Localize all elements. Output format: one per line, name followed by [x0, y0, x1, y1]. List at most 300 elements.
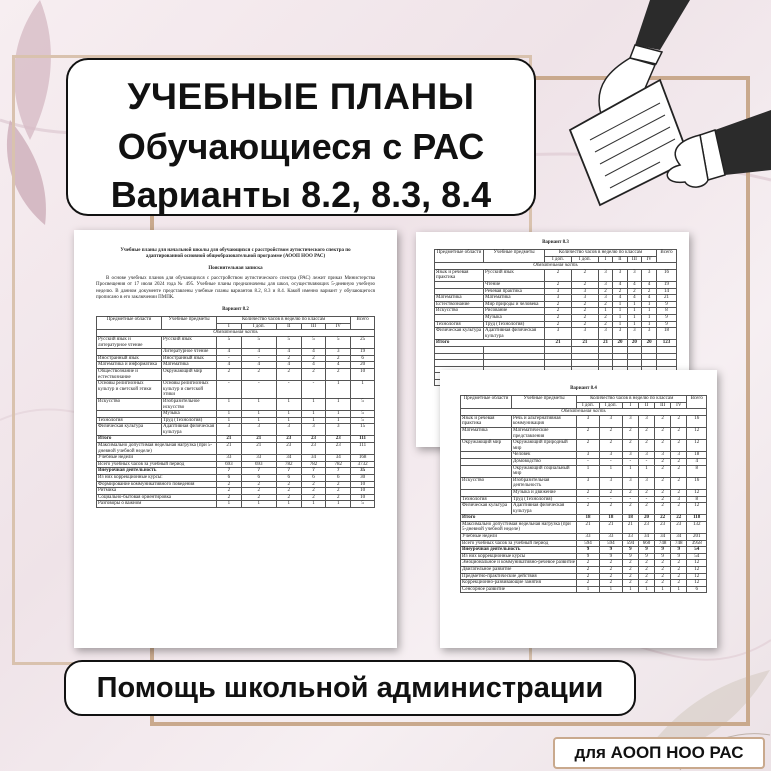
hours-cell: 9 [657, 314, 677, 321]
section-row [435, 263, 677, 270]
hours-cell: 1 [241, 411, 276, 418]
hours-cell: 3 [671, 452, 687, 459]
total-value-cell: 782 [301, 461, 326, 468]
total-value-cell: 2 [599, 560, 622, 567]
hours-cell: 3 [326, 424, 351, 436]
total-value-cell: 2 [655, 560, 671, 567]
subject-area-cell [435, 281, 484, 288]
subject-cell: Рисование [484, 308, 545, 315]
table-row [97, 381, 375, 399]
total-value-cell: 1 [326, 501, 351, 508]
total-label-cell: Учебные недели [97, 455, 217, 462]
table-row [435, 321, 677, 328]
total-label-cell: Внеурочная деятельность [461, 547, 577, 554]
hours-cell: 20 [351, 362, 375, 369]
total-value-cell: 2 [638, 573, 654, 580]
hours-cell: 1 [217, 411, 242, 418]
hours-cell: 16 [687, 415, 707, 427]
hours-cell: 5 [276, 336, 301, 348]
total-value-cell: 748 [655, 540, 671, 547]
empty-cell [545, 346, 572, 353]
total-value-cell: 23 [638, 521, 654, 533]
empty-row [435, 353, 677, 360]
doc2-plan-table [434, 249, 677, 386]
empty-cell [484, 346, 545, 353]
hours-cell: 2 [598, 314, 612, 321]
total-value-cell: 21 [599, 521, 622, 533]
total-value-cell: 748 [671, 540, 687, 547]
hours-cell: 2 [301, 368, 326, 380]
hours-cell: 12 [687, 427, 707, 439]
total-label-cell: Предметно-практические действия [461, 573, 577, 580]
table-row [461, 440, 707, 452]
total-value-cell: 2 [577, 560, 600, 567]
doc3-head-col: IV [671, 402, 687, 409]
hours-cell: - [276, 381, 301, 399]
hours-cell: 3 [301, 424, 326, 436]
total-value-cell: 2 [301, 481, 326, 488]
hours-cell: 1 [326, 398, 351, 410]
doc2-section-label: Обязательная часть [435, 263, 677, 270]
total-value-cell: 7 [326, 468, 351, 475]
total-label-cell: Двигательное развитие [461, 567, 577, 574]
subject-area-cell: Искусство [435, 308, 484, 315]
doc1-plan-title: Вариант 8.2 [222, 307, 249, 313]
total-value-cell: 34 [301, 455, 326, 462]
hours-cell: 3 [627, 328, 641, 340]
total-value-cell: 18 [622, 515, 638, 522]
empty-cell [642, 360, 657, 367]
doc1-head-col: II [276, 323, 301, 330]
hours-cell: 21 [657, 295, 677, 302]
hours-cell: 4 [642, 281, 657, 288]
doc3-head-col: I доп. [577, 402, 600, 409]
total-value-cell: 7 [301, 468, 326, 475]
hours-cell: - [638, 458, 654, 465]
subject-cell: Иностранный язык [162, 355, 217, 362]
total-value-cell: 21 [622, 521, 638, 533]
subject-area-cell: Искусство [97, 398, 162, 410]
hours-cell: 4 [301, 362, 326, 369]
subject-cell: Адаптивная физическая культура [484, 328, 545, 340]
hours-cell: 4 [217, 362, 242, 369]
total-value-cell: 594 [599, 540, 622, 547]
total-value-cell: 2 [599, 573, 622, 580]
hours-cell: 3 [638, 415, 654, 427]
total-value-cell: 2 [276, 488, 301, 495]
hours-cell: 5 [351, 411, 375, 418]
hours-cell: 3 [599, 452, 622, 459]
total-row [461, 586, 707, 593]
total-value-cell: 1 [599, 586, 622, 593]
subject-cell: Речь и альтернативная коммуникация [512, 415, 577, 427]
hours-cell: 3 [642, 269, 657, 281]
total-value-cell: 22 [671, 515, 687, 522]
table-row [461, 465, 707, 477]
table-row [97, 411, 375, 418]
table-row [435, 295, 677, 302]
total-row [97, 455, 375, 462]
total-row [435, 340, 677, 347]
hours-cell: 2 [301, 355, 326, 362]
subject-cell: Домоводство [512, 458, 577, 465]
total-value-cell: 22 [655, 515, 671, 522]
total-value-cell: 9 [622, 553, 638, 560]
empty-cell [598, 353, 612, 360]
total-label-cell: Итого [97, 436, 217, 443]
subject-cell: Изобразительная деятельность [512, 477, 577, 489]
empty-cell [484, 360, 545, 367]
hours-cell: 3 [571, 295, 598, 302]
doc2-head-col: I доп. [545, 256, 572, 263]
hours-cell: 1 [642, 308, 657, 315]
hours-cell: 1 [217, 417, 242, 424]
total-value-cell: 660 [638, 540, 654, 547]
table-row [461, 427, 707, 439]
hours-cell: 4 [627, 281, 641, 288]
total-value-cell: 9 [655, 553, 671, 560]
hours-cell: 4 [241, 362, 276, 369]
hours-cell: 3 [598, 295, 612, 302]
total-value-cell: 9 [671, 553, 687, 560]
hours-cell: 4 [276, 362, 301, 369]
hours-cell: 2 [671, 489, 687, 496]
title-line-3: Варианты 8.2, 8.3, 8.4 [110, 174, 492, 215]
hands-with-document-illustration [540, 0, 771, 230]
subject-area-cell [461, 465, 512, 477]
total-value-cell: 2 [217, 481, 242, 488]
subject-area-cell: Основы религиозных культур и светской этики [97, 381, 162, 399]
hours-cell: 3 [627, 269, 641, 281]
total-value-cell: 21 [577, 521, 600, 533]
total-value-cell: 20 [613, 340, 627, 347]
document-variant-8-2 [74, 230, 397, 648]
empty-cell [642, 346, 657, 353]
doc2-head-subj: Учебные предметы [484, 250, 545, 263]
total-value-cell: 168 [351, 455, 375, 462]
empty-cell [484, 353, 545, 360]
doc1-head-subj: Учебные предметы [162, 317, 217, 330]
total-value-cell: 6 [217, 475, 242, 482]
total-value-cell: 23 [326, 443, 351, 455]
total-label-cell: Из них коррекционные курсы [461, 553, 577, 560]
hours-cell: 2 [655, 427, 671, 439]
hours-cell: 3 [598, 269, 612, 281]
total-label-cell: Итого [435, 340, 545, 347]
total-value-cell: 23 [301, 436, 326, 443]
hours-cell: 2 [642, 288, 657, 295]
total-label-cell: Разговоры о важном [97, 501, 217, 508]
hours-cell: 1 [627, 308, 641, 315]
subject-cell: Окружающий природный мир [512, 440, 577, 452]
subject-cell: Математика [162, 362, 217, 369]
hours-cell: 2 [577, 503, 600, 515]
hours-cell: 2 [655, 440, 671, 452]
hours-cell: 2 [655, 489, 671, 496]
document-variant-8-4 [440, 370, 717, 648]
hours-cell: 5 [351, 398, 375, 410]
hours-cell: 1 [598, 308, 612, 315]
hours-cell: 1 [276, 398, 301, 410]
total-value-cell: 12 [687, 573, 707, 580]
total-value-cell: 23 [655, 521, 671, 533]
total-label-cell: Всего учебных часов за учебный период [461, 540, 577, 547]
subject-cell: Чтение [484, 281, 545, 288]
total-label-cell: Сенсорное развитие [461, 586, 577, 593]
subject-cell: Труд (Технология) [484, 321, 545, 328]
hours-cell: - [599, 458, 622, 465]
hours-cell: 2 [217, 368, 242, 380]
hours-cell: 2 [671, 503, 687, 515]
total-value-cell: 2 [622, 573, 638, 580]
total-row [461, 521, 707, 533]
hours-cell: 2 [638, 503, 654, 515]
total-value-cell: 21 [241, 436, 276, 443]
total-value-cell: 12 [687, 560, 707, 567]
subject-cell: Окружающий мир [162, 368, 217, 380]
hours-cell: 12 [687, 489, 707, 496]
total-row [97, 443, 375, 455]
hours-cell: 3 [545, 295, 572, 302]
total-value-cell: 12 [687, 580, 707, 587]
total-label-cell: Итого [461, 515, 577, 522]
hours-cell: 2 [655, 503, 671, 515]
total-label-cell: Максимально допустимая недельная нагрузка (при 5-дневной учебной неделе) [97, 443, 217, 455]
empty-cell [435, 360, 484, 367]
hours-cell: - [622, 496, 638, 503]
hours-cell: 9 [657, 321, 677, 328]
total-value-cell: 2 [599, 567, 622, 574]
table-row [97, 336, 375, 348]
total-value-cell: 10 [351, 494, 375, 501]
empty-row [435, 346, 677, 353]
total-value-cell: 2 [577, 567, 600, 574]
total-row [97, 501, 375, 508]
hours-cell: 2 [326, 355, 351, 362]
hours-cell: - [241, 381, 276, 399]
hours-cell: 2 [613, 288, 627, 295]
hours-cell: 2 [598, 288, 612, 295]
hours-cell: 1 [351, 381, 375, 399]
hours-cell: 1 [301, 411, 326, 418]
hours-cell: 3 [671, 496, 687, 503]
table-row [97, 349, 375, 356]
total-value-cell: 2 [326, 481, 351, 488]
hours-cell: 1 [613, 321, 627, 328]
hours-cell: 3 [577, 415, 600, 427]
program-badge [553, 737, 765, 769]
total-label-cell: Эмоциональное и коммуникативно-речевое развитие [462, 560, 575, 566]
total-value-cell: 9 [599, 553, 622, 560]
total-row [97, 488, 375, 495]
total-value-cell: 2 [577, 580, 600, 587]
total-value-cell: 21 [217, 436, 242, 443]
total-value-cell: 34 [638, 534, 654, 541]
hours-cell: 2 [622, 427, 638, 439]
hours-cell: 18 [657, 328, 677, 340]
total-value-cell: 30 [351, 475, 375, 482]
hours-cell: - [599, 496, 622, 503]
doc2-head-col: I [598, 256, 612, 263]
subject-cell: Труд (Технология) [512, 496, 577, 503]
table-row [435, 288, 677, 295]
hours-cell: 9 [657, 301, 677, 308]
hours-cell: 1 [241, 398, 276, 410]
hours-cell: - [638, 496, 654, 503]
hours-cell: 2 [627, 288, 641, 295]
total-value-cell: 2 [671, 560, 687, 567]
hours-cell: 2 [571, 301, 598, 308]
total-value-cell: 7 [241, 468, 276, 475]
total-row [97, 494, 375, 501]
hours-cell: 2 [671, 465, 687, 477]
doc1-head-col: I [217, 323, 242, 330]
table-row [461, 477, 707, 489]
total-value-cell: 2 [655, 567, 671, 574]
table-row [461, 452, 707, 459]
total-value-cell: 2 [671, 567, 687, 574]
hours-cell: 2 [599, 440, 622, 452]
hours-cell: 2 [571, 281, 598, 288]
total-value-cell: 9 [577, 547, 600, 554]
total-label-cell: Социально-бытовая ориентировка [97, 494, 217, 501]
subject-area-cell: Физическая культура [461, 503, 512, 515]
empty-cell [642, 353, 657, 360]
hours-cell: 2 [622, 440, 638, 452]
subject-cell: Мир природы и человека [484, 301, 545, 308]
subject-area-cell: Технология [97, 417, 162, 424]
total-value-cell: 2 [276, 481, 301, 488]
total-label-cell: Ритмика [97, 488, 217, 495]
total-row [461, 573, 707, 580]
subject-cell: Математические представления [512, 427, 577, 439]
hours-cell: 2 [599, 503, 622, 515]
total-value-cell: 23 [276, 443, 301, 455]
total-value-cell: 34 [326, 455, 351, 462]
total-row [97, 481, 375, 488]
total-row [461, 540, 707, 547]
hours-cell: 3 [613, 328, 627, 340]
doc2-head-col: II [613, 256, 627, 263]
empty-row [435, 360, 677, 367]
hours-cell: 2 [655, 465, 671, 477]
total-value-cell: 2 [638, 580, 654, 587]
doc3-plan-table [460, 395, 707, 593]
empty-cell [435, 346, 484, 353]
total-label-cell: Коррекционно-развивающие занятия [461, 580, 577, 587]
section-row [461, 409, 707, 416]
hours-cell: 6 [351, 355, 375, 362]
hours-cell: 2 [571, 308, 598, 315]
subject-area-cell: Язык и речевая практика [435, 269, 484, 281]
total-value-cell: 1 [276, 501, 301, 508]
table-row [461, 415, 707, 427]
doc2-head-col: I доп. [571, 256, 598, 263]
hours-cell: 5 [301, 336, 326, 348]
subject-cell: Литературное чтение [162, 349, 217, 356]
doc1-plan-table [96, 316, 375, 508]
badge-text: для АООП НОО РАС [574, 743, 744, 762]
empty-cell [657, 353, 677, 360]
doc3-head-col: I [622, 402, 638, 409]
subject-area-cell [435, 288, 484, 295]
subject-area-cell [435, 314, 484, 321]
total-value-cell: 2 [622, 567, 638, 574]
total-value-cell: 10 [351, 488, 375, 495]
total-row [461, 580, 707, 587]
hours-cell: 3 [545, 328, 572, 340]
empty-cell [598, 360, 612, 367]
hours-cell: 2 [671, 427, 687, 439]
subject-area-cell: Естествознание [435, 301, 484, 308]
subject-area-cell: Иностранный язык [97, 355, 162, 362]
hours-cell: 3 [622, 415, 638, 427]
total-value-cell: 1 [301, 501, 326, 508]
hours-cell: 2 [638, 427, 654, 439]
total-value-cell: 1 [655, 586, 671, 593]
subject-area-cell: Русский язык и литературное чтение [97, 336, 162, 348]
hours-cell: 1 [599, 465, 622, 477]
total-row [461, 515, 707, 522]
subject-cell: Русский язык [162, 336, 217, 348]
hours-cell: 2 [622, 503, 638, 515]
empty-cell [657, 346, 677, 353]
hours-cell: 2 [545, 269, 572, 281]
doc2-head-area: Предметные области [435, 250, 484, 263]
total-value-cell: 23 [276, 436, 301, 443]
empty-cell [657, 360, 677, 367]
subject-area-cell: Математика [435, 295, 484, 302]
subject-cell: Адаптивная физическая культура [162, 424, 217, 436]
hours-cell: 1 [627, 314, 641, 321]
hours-cell: 5 [326, 336, 351, 348]
empty-cell [545, 353, 572, 360]
hours-cell: 4 [326, 362, 351, 369]
hours-cell: - [577, 496, 600, 503]
hours-cell: 2 [599, 427, 622, 439]
hours-cell: 2 [241, 368, 276, 380]
total-value-cell: 33 [241, 455, 276, 462]
total-value-cell: 33 [217, 455, 242, 462]
subject-cell: Адаптивная физическая культура [512, 503, 577, 515]
total-value-cell: 9 [655, 547, 671, 554]
total-value-cell: 6 [276, 475, 301, 482]
hours-cell: 1 [642, 301, 657, 308]
hours-cell: 25 [351, 336, 375, 348]
empty-cell [435, 353, 484, 360]
hours-cell: 1 [627, 321, 641, 328]
subject-cell: Основы религиозных культур и светской этики [162, 381, 217, 399]
hours-cell: 3 [571, 328, 598, 340]
doc1-subtitle: Пояснительная записка [208, 266, 263, 271]
table-row [97, 424, 375, 436]
total-value-cell: 1 [577, 586, 600, 593]
doc1-section-label: Обязательная часть [97, 330, 375, 337]
table-row [435, 314, 677, 321]
total-row [97, 468, 375, 475]
hours-cell: 1 [326, 381, 351, 399]
total-row [461, 560, 707, 567]
total-value-cell: 7 [276, 468, 301, 475]
doc1-head-area: Предметные области [97, 317, 162, 330]
title-line-1: УЧЕБНЫЕ ПЛАНЫ [127, 76, 475, 117]
doc1-body: В основе учебных планов для обучающихся с расстройством аутистического спектра (РАС) лежит приказ Министерства Просвещения от 17 июля 2024 года № 495. Учебные планы предназначены для школ, осуществляющих 5-дневную учебную неделю. В данном документе представлены учебные планы вариантов 8.2, 8.3 и 8.4. Какой именно вариант у обучающегося прописано в его заключении ПМПК. [96, 276, 375, 300]
hours-cell: 2 [545, 314, 572, 321]
empty-cell [627, 360, 641, 367]
hours-cell: 2 [671, 477, 687, 489]
total-label-cell: Максимально допустимая недельная нагрузка (при 5-дневной учебной неделе) [461, 521, 577, 533]
hours-cell: 1 [613, 308, 627, 315]
